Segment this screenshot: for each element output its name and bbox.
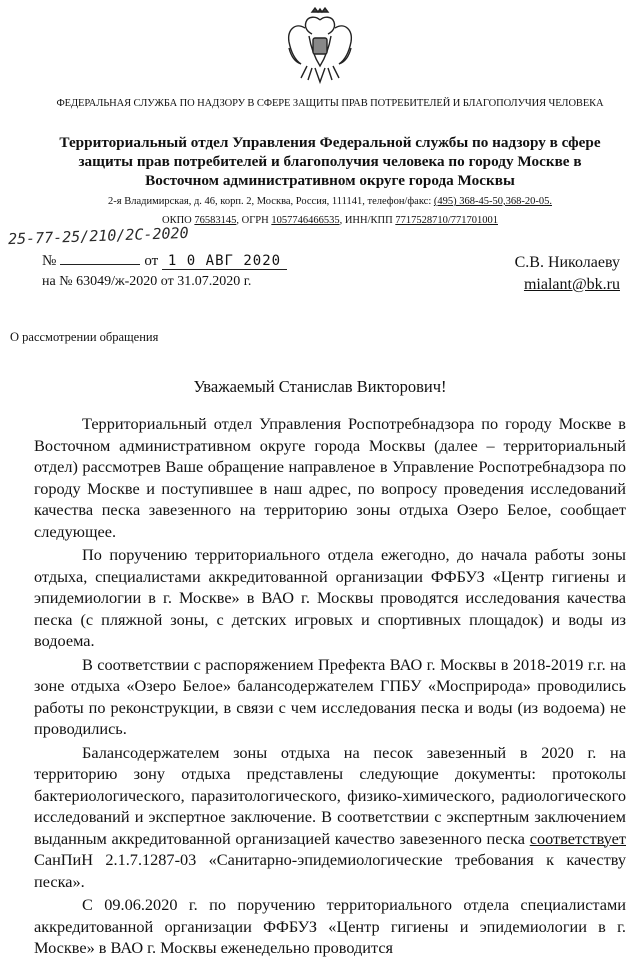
phone-number: (495) 368-45-50,368-20-05. — [433, 196, 552, 207]
coat-of-arms-icon — [285, 6, 355, 86]
ogrn-value: 1057746466535 — [271, 215, 340, 226]
number-blank — [60, 252, 140, 265]
handwritten-registration-number: 25-77-25/210/2С-2020 — [7, 223, 189, 249]
paragraph — [34, 742, 626, 893]
paragraph-text: Балансодержателем зоны отдыха на песок завезенный в 2020 г. на территорию зону отдыха представлены следующие документы: протоколы бактериологического, паразитологического, физико-химического, радиологического исследований и экспертное заключение. В соответствии с экспертным заключением выданным аккредитованной организацией качество завезенного песка — [34, 742, 626, 848]
address-line — [60, 195, 600, 208]
recipient-block — [470, 252, 620, 296]
paragraph: С 09.06.2020 г. по поручению территориального отдела специалистами аккредитованной организации ФФБУЗ «Центр гигиены и эпидемиологии в г. Москве» в ВАО г. Москвы еженедельно проводится — [34, 895, 626, 957]
paragraph: В соответствии с распоряжением Префекта ВАО г. Москвы в 2018-2019 г.г. на зоне отдыха «Озеро Белое» балансодержателем ГПБУ «Мосприрода» проводились работы по реконструкции, в связи с чем исследования песка и воды (из водоема) не проводились. — [34, 654, 626, 738]
letter-body — [34, 413, 626, 961]
date-stamp: 1 0 АВГ 2020 — [162, 253, 287, 270]
paragraph-text: СанПиН 2.1.7.1287-03 «Санитарно-эпидемиологические требования к качеству песка». — [34, 850, 626, 891]
number-label: № — [42, 253, 57, 269]
salutation: Уважаемый Станислав Викторович! — [193, 377, 447, 396]
subject-line: О рассмотрении обращения — [10, 330, 159, 344]
paragraph: Территориальный отдел Управления Роспотребнадзора по городу Москве в Восточном административном округе города Москвы (далее – территориальный отдел) рассмотрев Ваше обращение направленое в Управление Роспотребнадзора по городу Москве и поступившее в наш адрес, по вопросу проведения исследований качества песка завезенного на территорию зоны отдыха Озеро Белое, сообщает следующее. — [34, 414, 626, 541]
inn-value: 7717528710/771701001 — [395, 215, 498, 226]
recipient-name: С.В. Николаеву — [514, 254, 620, 271]
reference-line: на № 63049/ж-2020 от 31.07.2020 г. — [42, 274, 252, 289]
ogrn-label: , ОГРН — [236, 215, 272, 226]
date-label: от — [144, 253, 159, 269]
okpo-label: ОКПО — [162, 215, 195, 226]
department-name: Территориальный отдел Управления Федеральной службы по надзору в сфере защиты прав потребителей и благополучия человека по городу Москве в Восточном административном округе города Москвы — [59, 134, 601, 189]
address-text: 2-я Владимирская, д. 46, корп. 2, Москва, Россия, 111141, телефон/факс: — [108, 196, 434, 207]
inn-label: , ИНН/КПП — [339, 215, 396, 226]
agency-name: ФЕДЕРАЛЬНАЯ СЛУЖБА ПО НАДЗОРУ В СФЕРЕ ЗАЩИТЫ ПРАВ ПОТРЕБИТЕЛЕЙ И БЛАГОПОЛУЧИЯ ЧЕЛОВЕКА — [56, 98, 604, 109]
outgoing-number-line — [42, 252, 287, 270]
underlined-verdict: соответствует — [529, 828, 626, 848]
paragraph: По поручению территориального отдела ежегодно, до начала работы зоны отдыха, специалистами аккредитованной организации ФФБУЗ «Центр гигиены и эпидемиологии в г. Москве» в ВАО г. Москвы проводятся исследования качества песка (с пляжной зоны, с детских игровых и спортивных площадок) и воды из водоема. — [34, 545, 626, 650]
recipient-email[interactable]: mialant@bk.ru — [523, 276, 620, 293]
okpo-value: 76583145 — [194, 215, 237, 226]
